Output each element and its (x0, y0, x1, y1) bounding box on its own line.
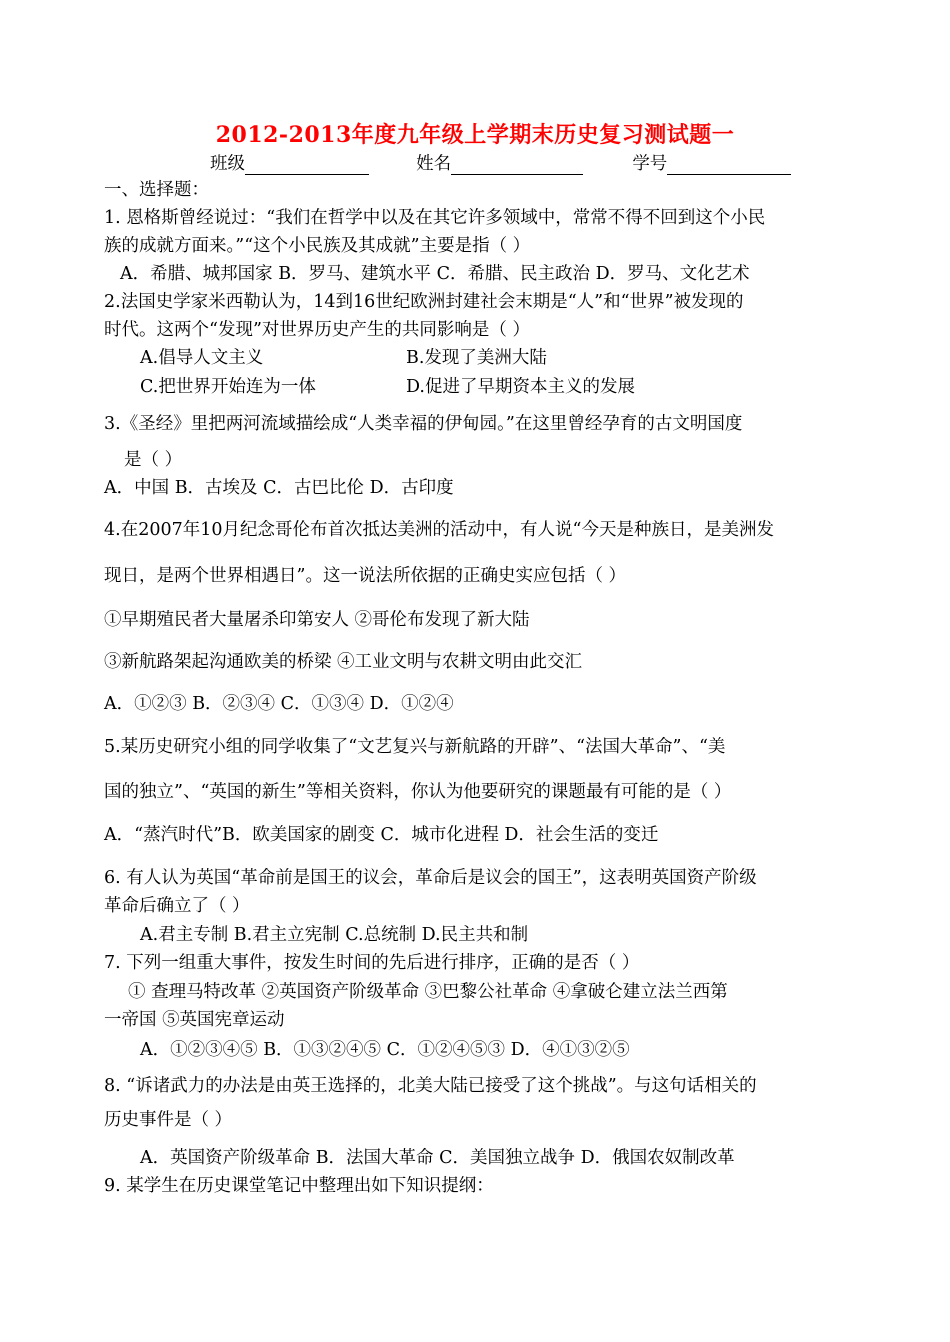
q4-line1: 4.在2007年10月纪念哥伦布首次抵达美洲的活动中，有人说“今天是种族日，是美洲发 (104, 520, 774, 540)
name-field[interactable] (451, 156, 583, 175)
q6-options: A.君主专制 B.君主立宪制 C.总统制 D.民主共和制 (140, 925, 529, 945)
class-label: 班级 (210, 154, 245, 174)
q4-line2: 现日，是两个世界相遇日”。这一说法所依据的正确史实应包括（ ） (104, 566, 627, 586)
q8-options: A．英国资产阶级革命 B．法国大革命 C．美国独立战争 D．俄国农奴制改革 (140, 1148, 735, 1168)
q3-options: A．中国 B．古埃及 C．古巴比伦 D．古印度 (104, 478, 454, 498)
q1-options: A．希腊、城邦国家 B．罗马、建筑水平 C．希腊、民主政治 D．罗马、文化艺术 (120, 264, 750, 284)
q5-line2: 国的独立”、“英国的新生”等相关资料，你认为他要研究的课题最有可能的是（ ） (104, 782, 732, 802)
q2-line2: 时代。这两个“发现”对世界历史产生的共同影响是（ ） (104, 320, 530, 340)
q7-line2: ① 查理马特改革 ②英国资产阶级革命 ③巴黎公社革命 ④拿破仑建立法兰西第 (128, 982, 728, 1002)
id-field[interactable] (667, 156, 791, 175)
section-heading: 一、选择题： (104, 180, 209, 200)
class-field[interactable] (245, 156, 369, 175)
q6-line1: 6. 有人认为英国“革命前是国王的议会，革命后是议会的国王”，这表明英国资产阶级 (104, 868, 757, 888)
id-label: 学号 (632, 154, 668, 174)
q6-line2: 革命后确立了（ ） (104, 896, 250, 916)
q2-option-b: B.发现了美洲大陆 (406, 348, 547, 368)
q1-line1: 1. 恩格斯曾经说过：“我们在哲学中以及在其它许多领域中，常常不得不回到这个小民 (104, 208, 766, 228)
q8-line1: 8. “诉诸武力的办法是由英王选择的，北美大陆已接受了这个挑战”。与这句话相关的 (104, 1076, 757, 1096)
q2-option-d: D.促进了早期资本主义的发展 (406, 377, 635, 397)
student-info-row (210, 150, 791, 175)
q2-option-a: A.倡导人文主义 (140, 348, 264, 368)
q7-line1: 7. 下列一组重大事件，按发生时间的先后进行排序，正确的是否（ ） (104, 953, 640, 973)
q3-line1: 3.《圣经》里把两河流域描绘成“人类幸福的伊甸园。”在这里曾经孕育的古文明国度 (104, 414, 743, 434)
page-title: 2012-2013年度九年级上学期末历史复习测试题一 (215, 122, 735, 148)
q4-statements-1: ①早期殖民者大量屠杀印第安人 ②哥伦布发现了新大陆 (104, 610, 530, 630)
q5-options: A．“蒸汽时代”B．欧美国家的剧变 C．城市化进程 D．社会生活的变迁 (104, 825, 659, 845)
q7-line3: 一帝国 ⑤英国宪章运动 (104, 1010, 285, 1030)
q1-line2: 族的成就方面来。”“这个小民族及其成就”主要是指（ ） (104, 236, 531, 256)
q3-line2: 是（ ） (124, 450, 183, 470)
q9-line1: 9. 某学生在历史课堂笔记中整理出如下知识提纲： (104, 1176, 494, 1196)
q5-line1: 5.某历史研究小组的同学收集了“文艺复兴与新航路的开辟”、“法国大革命”、“美 (104, 737, 726, 757)
q7-options: A．①②③④⑤ B．①③②④⑤ C．①②④⑤③ D．④①③②⑤ (140, 1040, 630, 1060)
q4-statements-2: ③新航路架起沟通欧美的桥梁 ④工业文明与农耕文明由此交汇 (104, 652, 583, 672)
q4-options: A．①②③ B．②③④ C．①③④ D．①②④ (104, 694, 454, 714)
q2-option-c: C.把世界开始连为一体 (140, 377, 316, 397)
name-label: 姓名 (416, 154, 452, 174)
q2-line1: 2.法国史学家米西勒认为，14到16世纪欧洲封建社会末期是“人”和“世界”被发现的 (104, 292, 744, 312)
q8-line2: 历史事件是（ ） (104, 1110, 233, 1130)
